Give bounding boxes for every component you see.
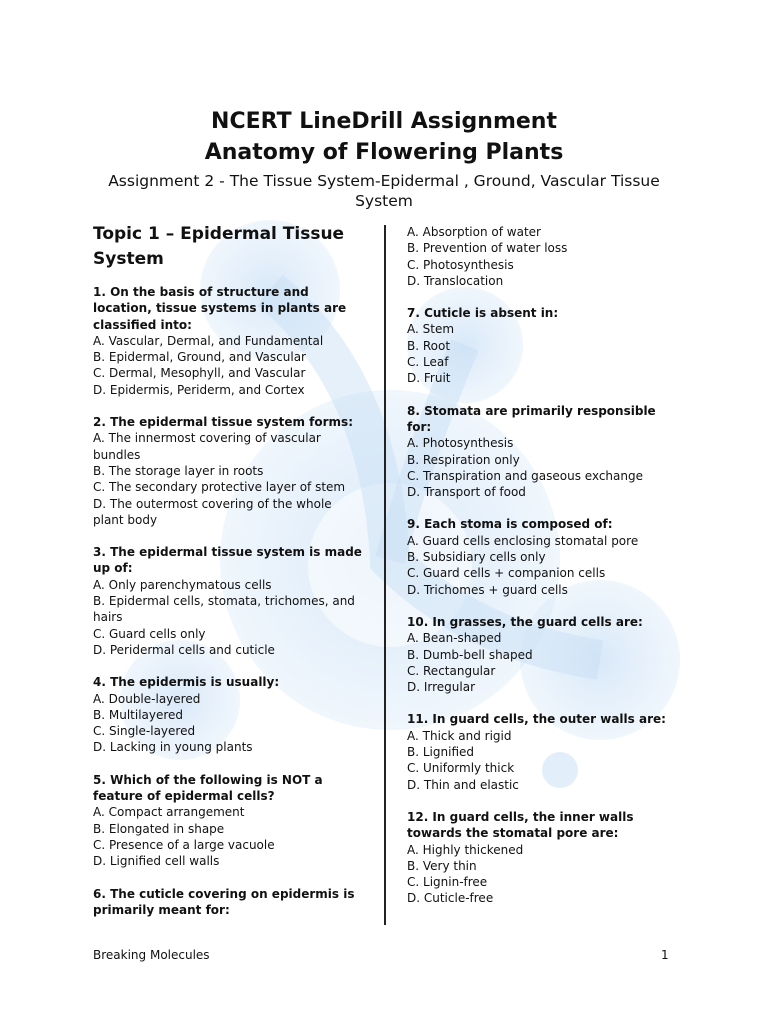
option-d: D. Epidermis, Periderm, and Cortex [93, 382, 305, 397]
option-c: C. Leaf [407, 355, 449, 370]
option-a: A. Thick and rigid [407, 728, 512, 743]
question-5 [93, 772, 365, 870]
document-header [0, 106, 768, 211]
option-b: B. Multilayered [93, 707, 184, 722]
option-b: B. Lignified [407, 745, 474, 760]
question-text: 9. Each stoma is composed of: [407, 517, 613, 532]
option-d: D. Trichomes + guard cells [407, 582, 568, 597]
question-3 [93, 544, 365, 658]
option-a: A. Stem [407, 322, 455, 337]
option-a: A. Double-layered [93, 691, 201, 706]
option-c: C. Transpiration and gaseous exchange [407, 468, 643, 483]
option-a: A. Absorption of water [407, 225, 541, 239]
footer-brand: Breaking Molecules [93, 948, 210, 962]
question-12 [407, 809, 675, 907]
option-c: C. Guard cells only [93, 626, 206, 641]
option-d: D. Thin and elastic [407, 777, 519, 792]
option-a: A. Bean-shaped [407, 631, 502, 646]
title-line-2: Anatomy of Flowering Plants [204, 140, 564, 165]
option-c: C. Uniformly thick [407, 761, 515, 776]
question-10 [407, 614, 675, 695]
question-text: 7. Cuticle is absent in: [407, 306, 559, 321]
option-d: D. The outermost covering of the whole plant body [93, 496, 332, 527]
option-b: B. Very thin [407, 858, 477, 873]
question-9 [407, 516, 675, 597]
option-c: C. Dermal, Mesophyll, and Vascular [93, 366, 306, 381]
option-b: B. Prevention of water loss [407, 241, 568, 256]
question-1 [93, 284, 365, 398]
question-7 [407, 305, 675, 386]
option-b: B. Dumb-bell shaped [407, 647, 533, 662]
option-a: A. Compact arrangement [93, 805, 245, 820]
option-a: A. The innermost covering of vascular bundles [93, 431, 321, 462]
option-b: B. Elongated in shape [93, 821, 225, 836]
title-line-1: NCERT LineDrill Assignment [211, 109, 557, 134]
question-11 [407, 711, 675, 792]
option-a: A. Only parenchymatous cells [93, 577, 272, 592]
option-c: C. Lignin-free [407, 875, 488, 890]
question-text: 8. Stomata are primarily responsible for: [407, 403, 656, 434]
question-text: 4. The epidermis is usually: [93, 675, 280, 690]
option-c: C. The secondary protective layer of stem [93, 480, 346, 495]
question-text: 6. The cuticle covering on epidermis is primarily meant for: [93, 886, 355, 917]
question-text: 11. In guard cells, the outer walls are: [407, 712, 666, 727]
option-d: D. Cuticle-free [407, 891, 494, 906]
question-text: 3. The epidermal tissue system is made up of: [93, 545, 362, 576]
option-a: A. Highly thickened [407, 842, 524, 857]
option-b: B. Epidermal, Ground, and Vascular [93, 350, 306, 365]
question-6 [93, 886, 365, 919]
option-b: B. Root [407, 338, 451, 353]
question-2 [93, 414, 365, 528]
option-b: B. The storage layer in roots [93, 463, 264, 478]
option-a: A. Photosynthesis [407, 436, 514, 451]
question-6-options-continued [407, 224, 675, 289]
option-c: C. Presence of a large vacuole [93, 837, 275, 852]
option-a: A. Vascular, Dermal, and Fundamental [93, 333, 324, 348]
option-c: C. Rectangular [407, 663, 496, 678]
option-d: D. Peridermal cells and cuticle [93, 642, 275, 657]
option-b: B. Epidermal cells, stomata, trichomes, and hairs [93, 594, 355, 625]
option-d: D. Lignified cell walls [93, 854, 220, 869]
question-text: 10. In grasses, the guard cells are: [407, 614, 643, 629]
option-b: B. Subsidiary cells only [407, 550, 546, 565]
question-4 [93, 674, 365, 755]
option-c: C. Single-layered [93, 724, 196, 739]
question-8 [407, 403, 675, 501]
page-number: 1 [661, 948, 669, 962]
option-d: D. Lacking in young plants [93, 740, 253, 755]
question-text: 12. In guard cells, the inner walls towards the stomatal pore are: [407, 809, 634, 841]
option-d: D. Fruit [407, 371, 451, 386]
option-d: D. Irregular [407, 680, 476, 695]
question-text: 2. The epidermal tissue system forms: [93, 415, 353, 430]
option-d: D. Translocation [407, 273, 504, 288]
option-d: D. Transport of food [407, 485, 526, 500]
left-column [93, 222, 365, 934]
option-a: A. Guard cells enclosing stomatal pore [407, 533, 639, 548]
question-text: 5. Which of the following is NOT a feature of epidermal cells? [93, 772, 323, 804]
question-text: 1. On the basis of structure and location, tissue systems in plants are classified into: [93, 285, 347, 332]
topic-heading: Topic 1 – Epidermal Tissue System [93, 224, 345, 269]
option-c: C. Photosynthesis [407, 257, 514, 272]
assignment-subtitle: Assignment 2 - The Tissue System-Epidermal , Ground, Vascular Tissue System [108, 172, 660, 210]
option-b: B. Respiration only [407, 452, 520, 467]
column-divider [384, 225, 386, 925]
option-c: C. Guard cells + companion cells [407, 566, 606, 581]
right-column [407, 224, 675, 923]
